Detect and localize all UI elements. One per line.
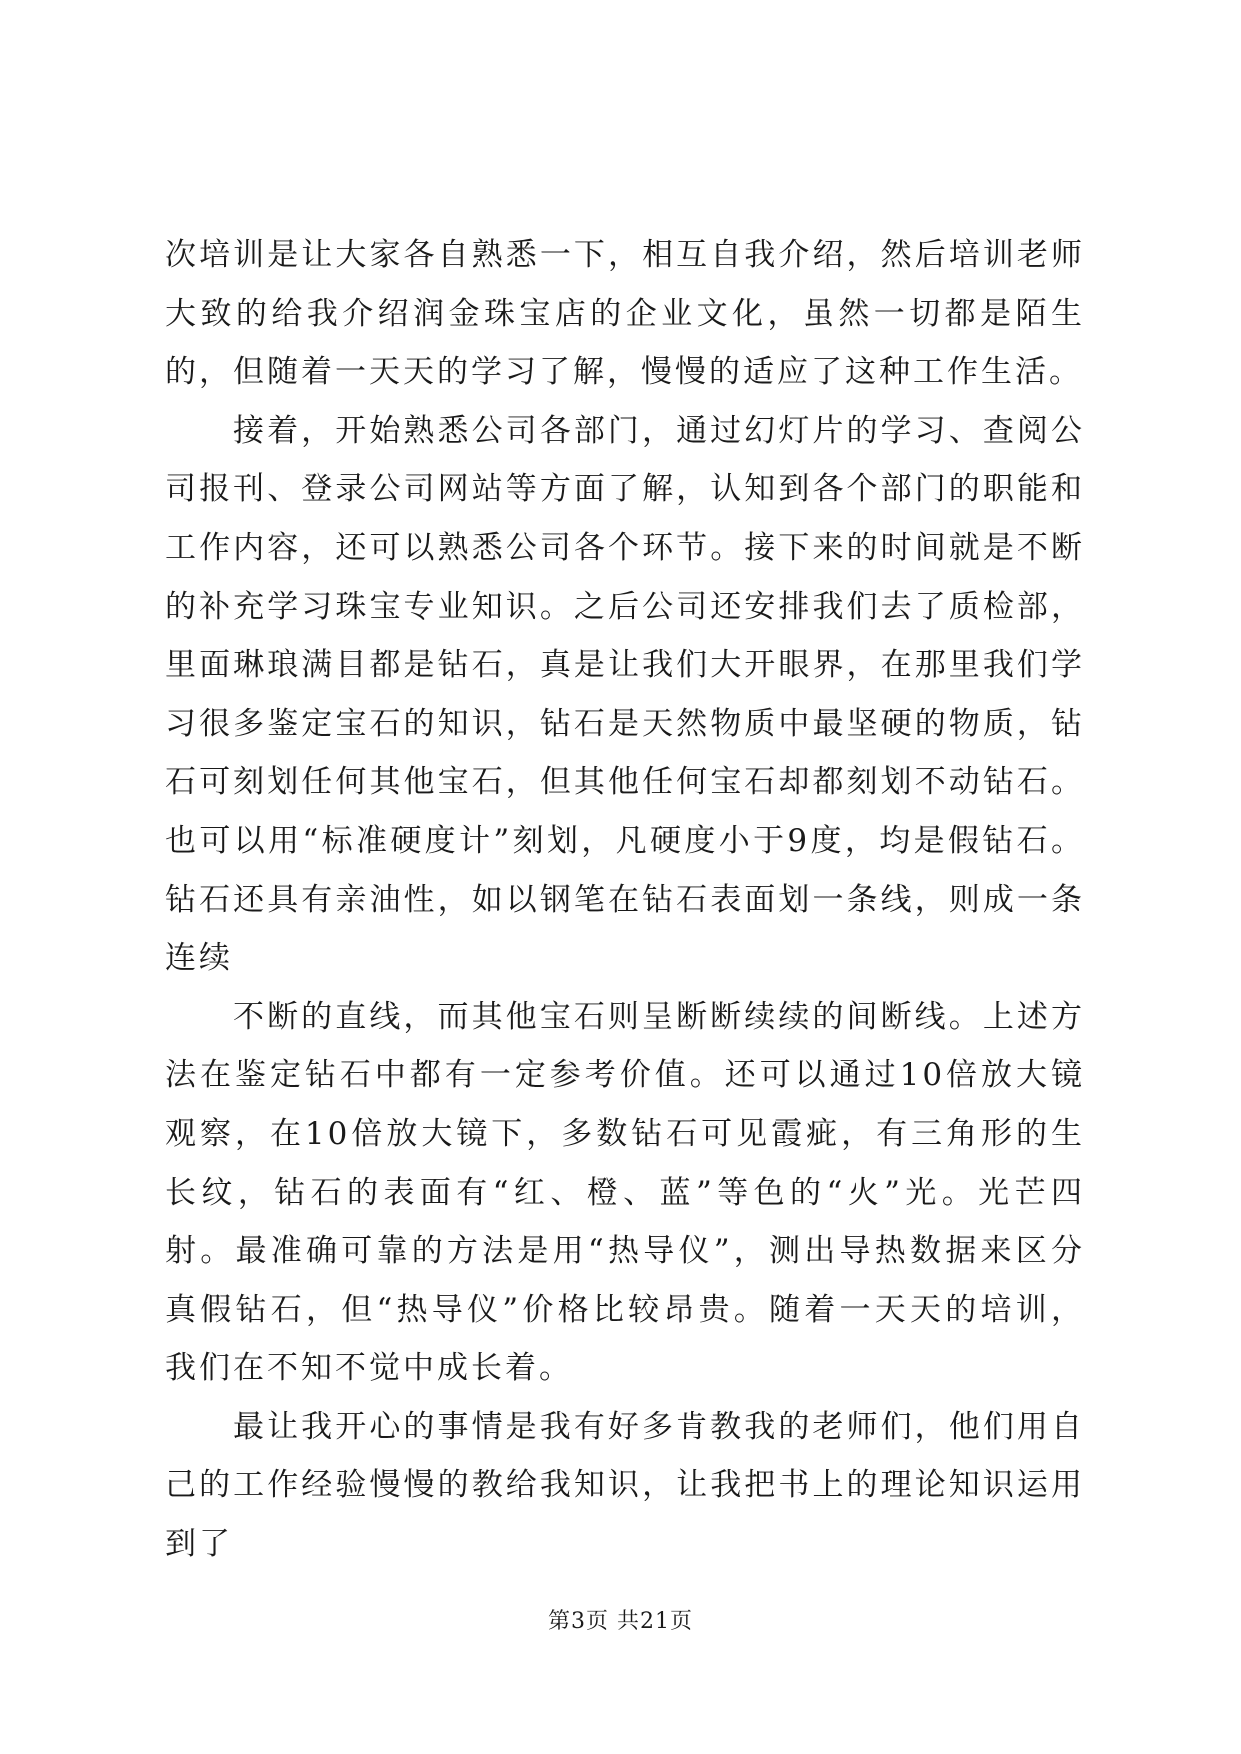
paragraph-1: 次培训是让大家各自熟悉一下，相互自我介绍，然后培训老师大致的给我介绍润金珠宝店的企业文化，虽然一切都是陌生的，但随着一天天的学习了解，慢慢的适应了这种工作生活。	[165, 237, 1085, 391]
paragraph-4: 最让我开心的事情是我有好多肯教我的老师们，他们用自己的工作经验慢慢的教给我知识，让我把书上的理论知识运用到了	[165, 1408, 1085, 1563]
body-text	[165, 226, 1085, 1574]
paragraph-2: 接着，开始熟悉公司各部门，通过幻灯片的学习、查阅公司报刊、登录公司网站等方面了解，认知到各个部门的职能和工作内容，还可以熟悉公司各个环节。接下来的时间就是不断的补充学习珠宝专业知识。之后公司还安排我们去了质检部，里面琳琅满目都是钻石，真是让我们大开眼界，在那里我们学习很多鉴定宝石的知识，钻石是天然物质中最坚硬的物质，钻石可刻划任何其他宝石，但其他任何宝石却都刻划不动钻石。也可以用“标准硬度计”刻划，凡硬度小于9度，均是假钻石。钻石还具有亲油性，如以钢笔在钻石表面划一条线，则成一条连续	[165, 412, 1085, 977]
paragraph-3: 不断的直线，而其他宝石则呈断断续续的间断线。上述方法在鉴定钻石中都有一定参考价值。还可以通过10倍放大镜观察，在10倍放大镜下，多数钻石可见霞疵，有三角形的生长纹，钻石的表面有“红、橙、蓝”等色的“火”光。光芒四射。最准确可靠的方法是用“热导仪”，测出导热数据来区分真假钻石，但“热导仪”价格比较昂贵。随着一天天的培训，我们在不知不觉中成长着。	[165, 998, 1085, 1387]
page-number-footer: 第3页 共21页	[548, 1609, 693, 1634]
